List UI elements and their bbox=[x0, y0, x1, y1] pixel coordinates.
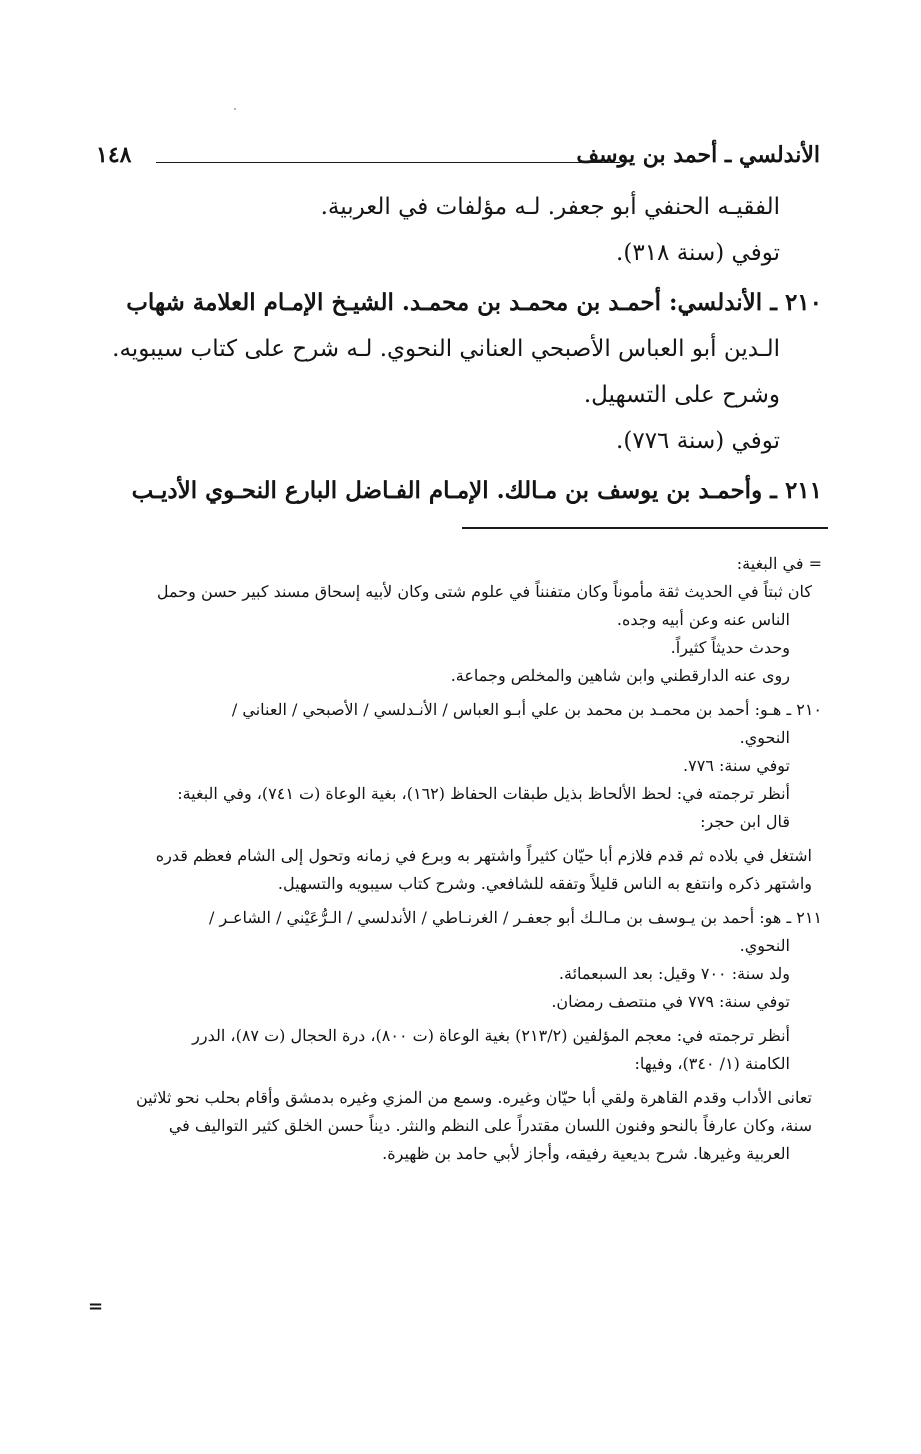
footnote-line: توفي سنة: ٧٧٦. bbox=[683, 756, 790, 775]
footnote-line: الكامنة (١/ ٣٤٠)، وفيها: bbox=[634, 1054, 790, 1073]
footnote-line: وحدث حديثاً كثيراً. bbox=[670, 638, 790, 657]
footnote-line: النحوي. bbox=[739, 936, 790, 955]
footnote-line: ولد سنة: ٧٠٠ وقيل: بعد السبعمائة. bbox=[558, 964, 790, 983]
main-line: الـدين أبو العباس الأصبحي العناني النحوي. لـه شرح على كتاب سيبويه. bbox=[112, 336, 780, 362]
entry-211-heading: ٢١١ ـ وأحمـد بن يوسف بن مـالك. الإمـام الفـاضل البارع النحـوي الأديـب bbox=[131, 477, 822, 504]
footnote-line: النحوي. bbox=[739, 728, 790, 747]
footnote-line: قال ابن حجر: bbox=[700, 812, 790, 831]
entry-210-heading: ٢١٠ ـ الأندلسي: أحمـد بن محمـد بن محمـد. الشيـخ الإمـام العلامة شهاب bbox=[126, 289, 822, 316]
footnote-line: روى عنه الدارقطني وابن شاهين والمخلص وجماعة. bbox=[450, 666, 790, 685]
header-rule bbox=[156, 162, 620, 163]
footnote-line: واشتهر ذكره وانتفع به الناس قليلاً وتفقه للشافعي. وشرح كتاب سيبويه والتسهيل. bbox=[277, 874, 812, 893]
footnote-entry-211: ٢١١ ـ هو: أحمد بن يـوسف بن مـالـك أبو جعفـر / الغرنـاطي / الأندلسي / الـرُّعَيْني / الشاعـر / bbox=[208, 908, 822, 927]
footnotes bbox=[100, 550, 822, 1168]
page-number: ١٤٨ bbox=[96, 142, 132, 168]
running-title: الأندلسي ـ أحمد بن يوسف bbox=[576, 142, 820, 168]
footnote-line: تعانى الأداب وقدم القاهرة ولقي أبا حيّان وغيره. وسمع من المزي وغيره بدمشق وأقام بحلب نحو ثلاثين bbox=[135, 1088, 812, 1107]
continuation-mark: = bbox=[88, 1296, 104, 1317]
main-text bbox=[100, 184, 822, 514]
scan-speck bbox=[234, 108, 236, 110]
footnote-line: = في البغية: bbox=[736, 554, 822, 573]
footnote-entry-210: ٢١٠ ـ هـو: أحمد بن محمـد بن محمد بن علي أبـو العباس / الأنـدلسي / الأصبحي / العناني / bbox=[231, 700, 822, 719]
footnote-line: كان ثبتاً في الحديث ثقة مأموناً وكان متفنناً في علوم شتى وكان لأبيه إسحاق مسند كبير حسن وحمل bbox=[156, 582, 812, 601]
footnote-line: أنظر ترجمته في: معجم المؤلفين (٢١٣/٢) بغية الوعاة (ت ٨٠٠)، درة الحجال (ت ٨٧)، الدرر bbox=[192, 1026, 790, 1045]
main-line: توفي (سنة ٧٧٦). bbox=[616, 428, 780, 454]
main-line: وشرح على التسهيل. bbox=[583, 382, 780, 408]
footnote-line: العربية وغيرها. شرح بديعية رفيقه، وأجاز لأبي حامد بن ظهيرة. bbox=[382, 1144, 790, 1163]
main-line: توفي (سنة ٣١٨). bbox=[616, 240, 780, 266]
page-header bbox=[96, 140, 820, 174]
footnote-line: اشتغل في بلاده ثم قدم فلازم أبا حيّان كثيراً واشتهر به وبرع في زمانه وتحول إلى الشام فعظم قدره bbox=[155, 846, 812, 865]
footnote-line: الناس عنه وعن أبيه وجده. bbox=[616, 610, 790, 629]
footnote-line: توفي سنة: ٧٧٩ في منتصف رمضان. bbox=[551, 992, 790, 1011]
main-line: الفقيـه الحنفي أبو جعفر. لـه مؤلفات في العربية. bbox=[320, 194, 780, 220]
footnote-line: أنظر ترجمته في: لحظ الألحاظ بذيل طبقات الحفاظ (١٦٢)، بغية الوعاة (ت ٧٤١)، وفي البغية: bbox=[177, 784, 790, 803]
footnote-line: سنة، وكان عارفاً بالنحو وفنون اللسان مقتدراً على النظم والنثر. ديناً حسن الخلق كثير التواليف في bbox=[168, 1116, 812, 1135]
footnote-separator bbox=[462, 527, 828, 529]
